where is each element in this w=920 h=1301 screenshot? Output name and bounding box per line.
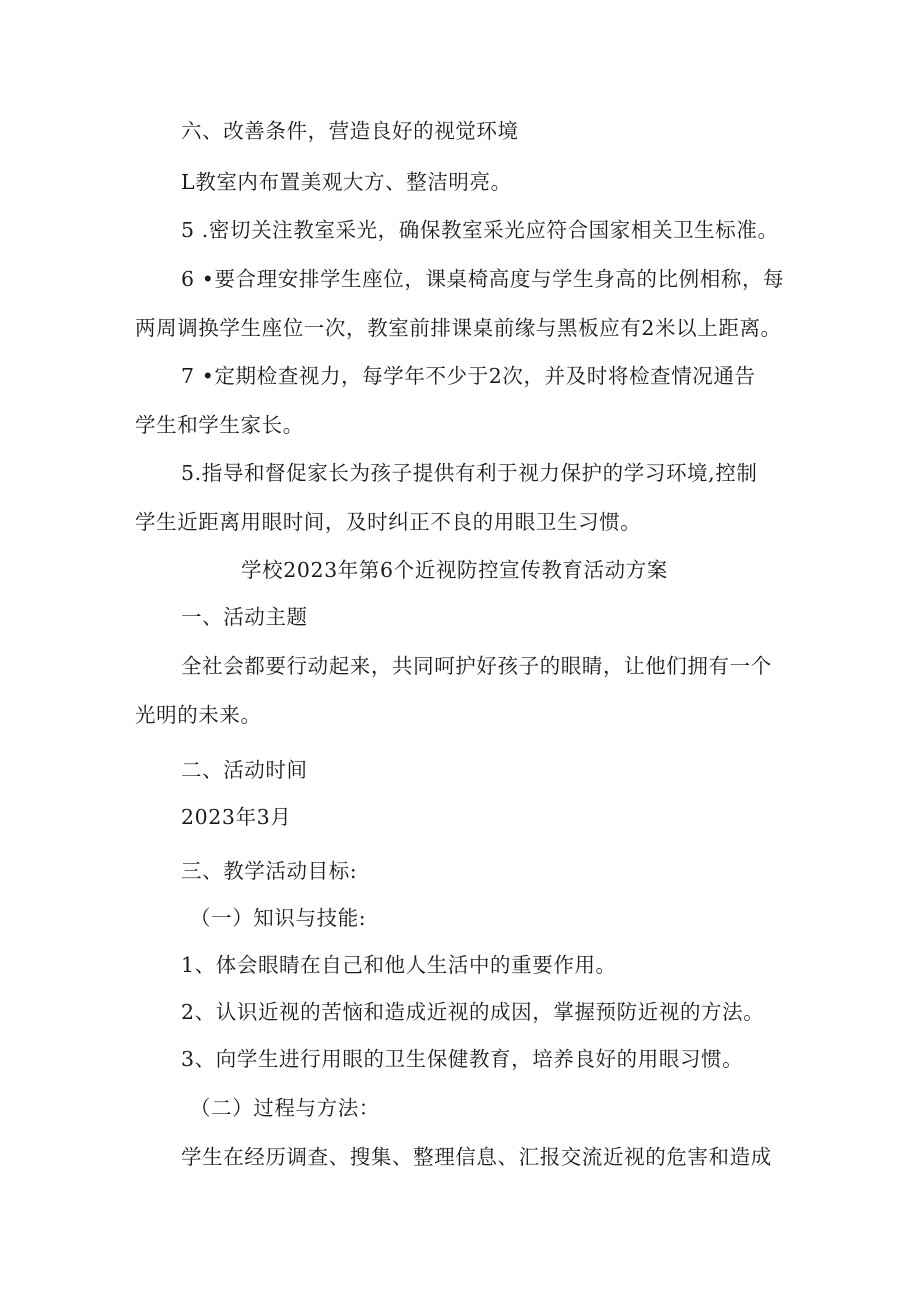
paragraph-vision-check-line-1: 7 •定期检查视力，每学年不少于2次，并及时将检查情况通告: [181, 364, 756, 388]
paragraph-seating-line-1: 6 •要合理安排学生座位，课桌椅高度与学生身高的比例相称，每: [181, 267, 785, 291]
list-item-objective-2: 2、认识近视的苦恼和造成近视的成因，掌握预防近视的方法。: [181, 1000, 765, 1024]
paragraph-classroom-layout: L教室内布置美观大方、整洁明亮。: [181, 170, 512, 194]
paragraph-vision-check-line-2: 学生和学生家长。: [135, 413, 304, 437]
paragraph-theme-line-2: 光明的未来。: [135, 703, 262, 727]
paragraph-classroom-lighting: 5 .密切关注教室采光，确保教室采光应符合国家相关卫生标准。: [181, 218, 779, 242]
list-item-objective-1: 1、体会眼睛在自己和他人生活中的重要作用。: [181, 953, 617, 977]
paragraph-time: 2023年3月: [181, 805, 292, 829]
paragraph-parent-guidance-line-1: 5.指导和督促家长为孩子提供有利于视力保护的学习环境,控制: [181, 461, 758, 485]
subheading-process-methods: （二）过程与方法：: [190, 1096, 380, 1120]
section-heading-improve-conditions: 六、改善条件，营造良好的视觉环境: [181, 119, 519, 143]
document-title: 学校2023年第6个近视防控宣传教育活动方案: [241, 558, 668, 582]
paragraph-theme-line-1: 全社会都要行动起来，共同呵护好孩子的眼睛，让他们拥有一个: [181, 654, 772, 678]
subheading-knowledge-skills: （一）知识与技能:: [190, 906, 367, 930]
section-heading-time: 二、活动时间: [181, 758, 308, 782]
section-heading-theme: 一、活动主题: [181, 605, 308, 629]
section-heading-objectives: 三、教学活动目标:: [181, 859, 358, 883]
paragraph-parent-guidance-line-2: 学生近距离用眼时间，及时纠正不良的用眼卫生习惯。: [135, 510, 642, 534]
paragraph-seating-line-2: 两周调换学生座位一次，教室前排课桌前缘与黑板应有2米以上距离。: [135, 316, 782, 340]
paragraph-process-line-1: 学生在经历调查、搜集、整理信息、汇报交流近视的危害和造成: [181, 1145, 772, 1169]
list-item-objective-3: 3、向学生进行用眼的卫生保健教育，培养良好的用眼习惯。: [181, 1047, 744, 1071]
